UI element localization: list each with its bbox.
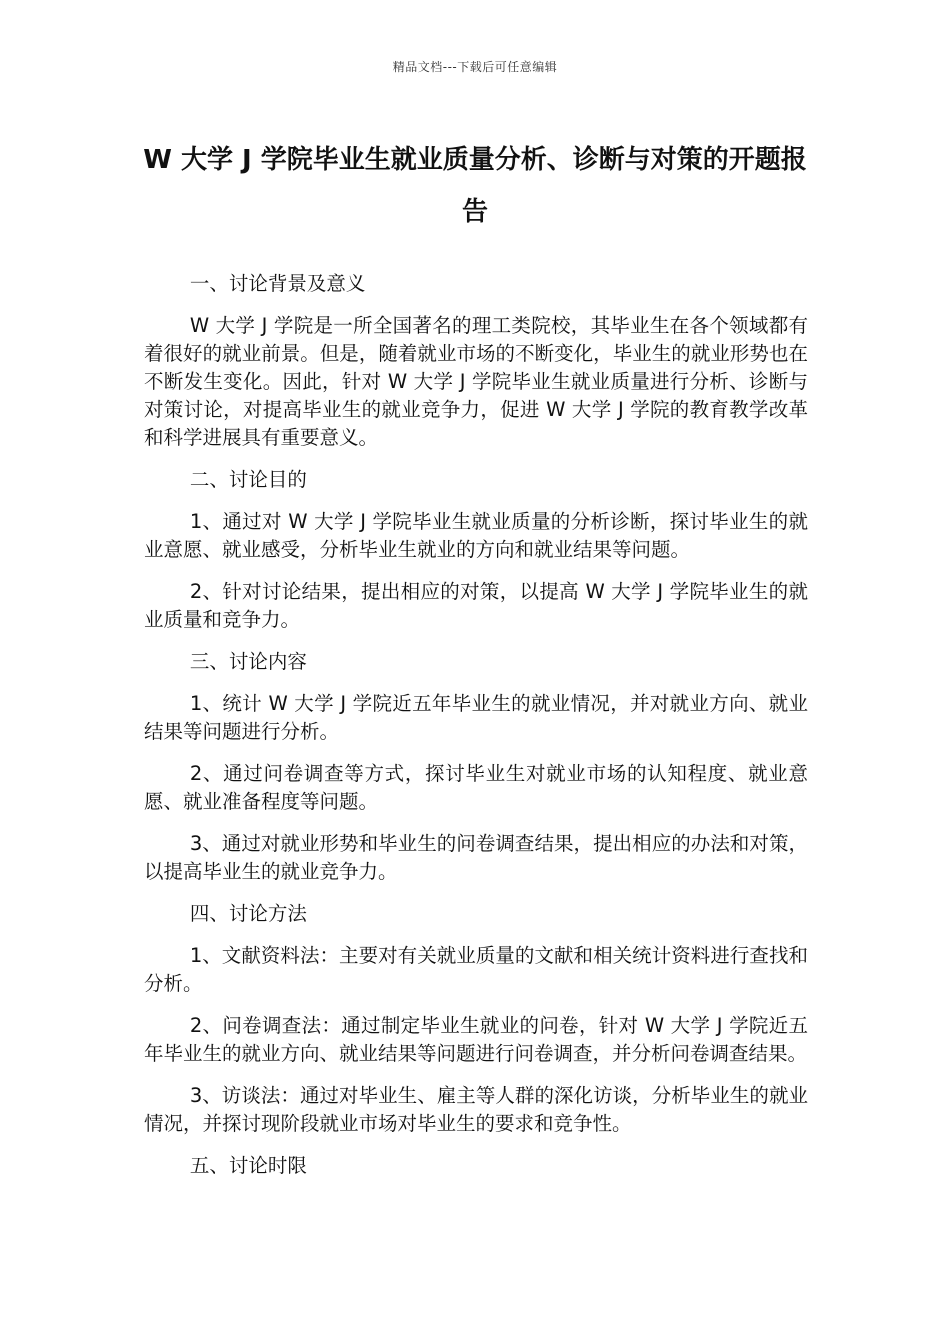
header-note: 精品文档---下载后可任意编辑 (392, 60, 558, 74)
paragraph-background: W 大学 J 学院是一所全国著名的理工类院校，其毕业生在各个领域都有着很好的就业前景。但是，随着就业市场的不断变化，毕业生的就业形势也在不断发生变化。因此，针对 W 大学 J 学院毕业生就业质量进行分析、诊断与对策讨论，对提高毕业生的就业竞争力，促进 W 大学 J 学院的教育教学改革和科学进展具有重要意义。 (144, 314, 808, 449)
section-heading-timeline: 五、讨论时限 (189, 1154, 307, 1177)
document-body (144, 270, 808, 1194)
document-title: W 大学 J 学院毕业生就业质量分析、诊断与对策的开题报告 (143, 145, 807, 227)
paragraph-methods-1: 1、文献资料法：主要对有关就业质量的文献和相关统计资料进行查找和分析。 (144, 944, 808, 995)
paragraph-content-2: 2、通过问卷调查等方式，探讨毕业生对就业市场的认知程度、就业意愿、就业准备程度等问题。 (144, 762, 808, 813)
section-heading-background: 一、讨论背景及意义 (189, 272, 366, 295)
section-heading-methods: 四、讨论方法 (189, 902, 307, 925)
paragraph-content-3: 3、通过对就业形势和毕业生的问卷调查结果，提出相应的办法和对策，以提高毕业生的就业竞争力。 (144, 832, 808, 883)
paragraph-purpose-2: 2、针对讨论结果，提出相应的对策，以提高 W 大学 J 学院毕业生的就业质量和竞争力。 (144, 580, 808, 631)
paragraph-content-1: 1、统计 W 大学 J 学院近五年毕业生的就业情况，并对就业方向、就业结果等问题进行分析。 (144, 692, 808, 743)
paragraph-purpose-1: 1、通过对 W 大学 J 学院毕业生就业质量的分析诊断，探讨毕业生的就业意愿、就业感受，分析毕业生就业的方向和就业结果等问题。 (144, 510, 808, 561)
paragraph-methods-2: 2、问卷调查法：通过制定毕业生就业的问卷，针对 W 大学 J 学院近五年毕业生的就业方向、就业结果等问题进行问卷调查，并分析问卷调查结果。 (144, 1014, 808, 1065)
section-heading-content: 三、讨论内容 (189, 650, 307, 673)
section-heading-purpose: 二、讨论目的 (189, 468, 307, 491)
paragraph-methods-3: 3、访谈法：通过对毕业生、雇主等人群的深化访谈，分析毕业生的就业情况，并探讨现阶段就业市场对毕业生的要求和竞争性。 (144, 1084, 808, 1135)
